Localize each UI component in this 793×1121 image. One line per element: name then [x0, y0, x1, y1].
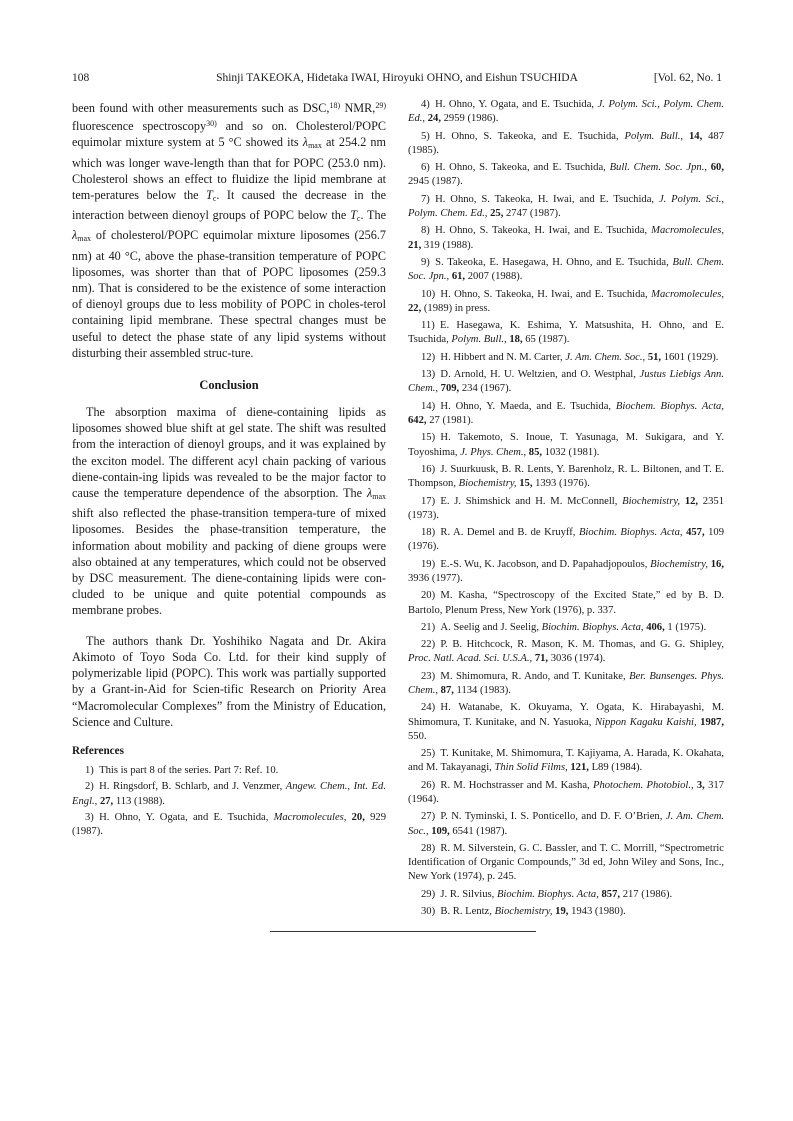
conclusion-paragraph: The absorption maxima of diene-containing lipids as liposomes showed blue shift at gel state. The shift was resulted from the interaction of dienoyl groups, and it was explained by the exciton model. The different acyl chain packing of various diene-contain-ing lipids was revealed to be the major factor to cause the temperature dependence of the absorption. The $\lambda_{max}$ shift also reflected the phase-transition tempera-ture of mixed liposomes. Besides the phase-transition temperature, the information about mobility and packing of diene groups were also obtained at any temperatures, which could not be observed by DSC measurement. The diene-containing lipids were con-cluded to be unique and quite potential compounds as membrane probes.	[72, 405, 386, 618]
reference-item: 18) R. A. Demel and B. de Kruyff, Biochim. Biophys. Acta, 457, 109 (1976).	[408, 527, 725, 553]
reference-item: 20) M. Kasha, “Spectroscopy of the Excited State,” ed by B. D. Bartolo, Plenum Press, New York (1976), p. 337.	[408, 590, 724, 616]
reference-item: 5) H. Ohno, S. Takeoka, and E. Tsuchida, Polym. Bull., 14, 487 (1985).	[408, 130, 725, 156]
running-header	[72, 72, 722, 88]
reference-item: 29) J. R. Silvius, Biochim. Biophys. Acta, 857, 217 (1986).	[421, 888, 673, 900]
reference-item: 3) H. Ohno, Y. Ogata, and E. Tsuchida, Macromolecules, 20, 929 (1987).	[72, 811, 386, 838]
references-heading: References	[72, 744, 124, 757]
page-number: 108	[72, 72, 90, 84]
reference-item: 24) H. Watanabe, K. Okuyama, Y. Ogata, K. Hirabayashi, M. Shimomura, T. Kunitake, and N. Yasuoka, Nippon Kagaku Kaishi, 1987, 550.	[408, 702, 724, 742]
reference-list-left	[72, 764, 386, 839]
results-paragraph: been found with other measurements such as DSC,$^{18)}$ NMR,$^{29)}$ fluorescence spectroscopy$^{30)}$ and so on. Cholesterol/POPC equimolar mixture system at 5 °C showed its $\lambda_{max}$ at 254.2 nm which was longer wave-length than that for POPC (253.0 nm). Cholesterol shows an effect to fluidize the lipid membrane at tem-peratures below the $T_c$. It caused the decrease in the interaction between dienoyl groups of POPC below the $T_c$. The $\lambda_{max}$ of cholesterol/POPC equimolar mixture liposomes (256.7 nm) at 40 °C, above the phase-transition temperature of POPC liposomes, was shorter than that of POPC liposomes (259.3 nm). That is considered to be the existence of some interaction of dienoyl groups due to less mobility of POPC in choles-terol containing lipid membrane. These spectral changes must be useful to detect the phase state of any lipid systems without disturbing their assembled struc-ture.	[72, 101, 387, 360]
reference-item: 30) B. R. Lentz, Biochemistry, 19, 1943 (1980).	[421, 906, 626, 918]
reference-item: 17) E. J. Shimshick and H. M. McConnell, Biochemistry, 12, 2351 (1973).	[408, 495, 724, 521]
reference-item: 16) J. Suurkuusk, B. R. Lents, Y. Barenholz, R. L. Biltonen, and T. E. Thompson, Biochemistry, 15, 1393 (1976).	[408, 463, 724, 490]
reference-item: 2) H. Ringsdorf, B. Schlarb, and J. Venzmer, Angew. Chem., Int. Ed. Engl., 27, 113 (1988).	[72, 781, 386, 807]
reference-item: 9) S. Takeoka, E. Hasegawa, H. Ohno, and E. Tsuchida, Bull. Chem. Soc. Jpn., 61, 2007 (1988).	[408, 256, 724, 283]
volume-info: [Vol. 62, No. 1	[653, 72, 722, 84]
reference-item: 28) R. M. Silverstein, G. C. Bassler, and T. C. Morrill, “Spectrometric Identification of Organic Compounds,” 3d ed, John Wiley and Sons, Inc., New York (1974), p. 245.	[408, 843, 724, 883]
acknowledgement-paragraph: The authors thank Dr. Yoshihiko Nagata and Dr. Akira Akimoto of Toyo Soda Co. Ltd. for their kind supply of polymerizable lipid (POPC). This work was partially supported by a Grant-in-Aid for Scien-tific Research on Priority Area “Macromolecular Complexes” from the Ministry of Education, Science and Culture.	[72, 633, 386, 729]
reference-item: 12) H. Hibbert and N. M. Carter, J. Am. Chem. Soc., 51, 1601 (1929).	[421, 351, 719, 363]
reference-item: 10) H. Ohno, S. Takeoka, H. Iwai, and E. Tsuchida, Macromolecules, 22, (1989) in press.	[408, 288, 724, 314]
reference-item: 13) D. Arnold, H. U. Weltzien, and O. Westphal, Justus Liebigs Ann. Chem., 709, 234 (1967).	[408, 369, 725, 395]
reference-item: 19) E.-S. Wu, K. Jacobson, and D. Papahadjopoulos, Biochemistry, 16, 3936 (1977).	[408, 558, 724, 584]
reference-item: 8) H. Ohno, S. Takeoka, H. Iwai, and E. Tsuchida, Macromolecules, 21, 319 (1988).	[408, 225, 724, 251]
left-column	[72, 98, 386, 841]
reference-item: 23) M. Shimomura, R. Ando, and T. Kunitake, Ber. Bunsenges. Phys. Chem., 87, 1134 (1983).	[408, 670, 724, 697]
reference-item: 11) E. Hasegawa, K. Eshima, Y. Matsushita, H. Ohno, and E. Tsuchida, Polym. Bull., 18, 65 (1987).	[408, 320, 724, 346]
reference-item: 25) T. Kunitake, M. Shimomura, T. Kajiyama, A. Harada, K. Okahata, and M. Takayanagi, Thin Solid Films, 121, L89 (1984).	[408, 748, 724, 774]
right-column	[408, 98, 724, 923]
reference-item: 6) H. Ohno, S. Takeoka, and E. Tsuchida, Bull. Chem. Soc. Jpn., 60, 2945 (1987).	[408, 162, 725, 188]
reference-item: 27) P. N. Tyminski, I. S. Ponticello, and D. F. O’Brien, J. Am. Chem. Soc., 109, 6541 (1987).	[408, 811, 725, 837]
reference-item: 7) H. Ohno, S. Takeoka, H. Iwai, and E. Tsuchida, J. Polym. Sci., Polym. Chem. Ed., 25, 2747 (1987).	[408, 193, 724, 219]
reference-item: 1) This is part 8 of the series. Part 7: Ref. 10.	[85, 764, 279, 776]
reference-item: 26) R. M. Hochstrasser and M. Kasha, Photochem. Photobiol., 3, 317 (1964).	[408, 779, 724, 806]
running-head-authors: Shinji TAKEOKA, Hidetaka IWAI, Hiroyuki OHNO, and Eishun TSUCHIDA	[216, 72, 578, 84]
reference-list-right	[408, 98, 724, 919]
conclusion-heading: Conclusion	[199, 378, 259, 393]
reference-item: 4) H. Ohno, Y. Ogata, and E. Tsuchida, J. Polym. Sci., Polym. Chem. Ed., 24, 2959 (1986).	[408, 99, 724, 125]
end-rule	[270, 931, 536, 932]
reference-item: 15) H. Takemoto, S. Inoue, T. Yasunaga, M. Sukigara, and Y. Toyoshima, J. Phys. Chem., 85, 1032 (1981).	[408, 432, 724, 458]
reference-item: 21) A. Seelig and J. Seelig, Biochim. Biophys. Acta, 406, 1 (1975).	[421, 621, 707, 633]
reference-item: 14) H. Ohno, Y. Maeda, and E. Tsuchida, Biochem. Biophys. Acta, 642, 27 (1981).	[408, 400, 724, 426]
reference-item: 22) P. B. Hitchcock, R. Mason, K. M. Thomas, and G. G. Shipley, Proc. Natl. Acad. Sci. U.S.A., 71, 3036 (1974).	[408, 639, 724, 665]
